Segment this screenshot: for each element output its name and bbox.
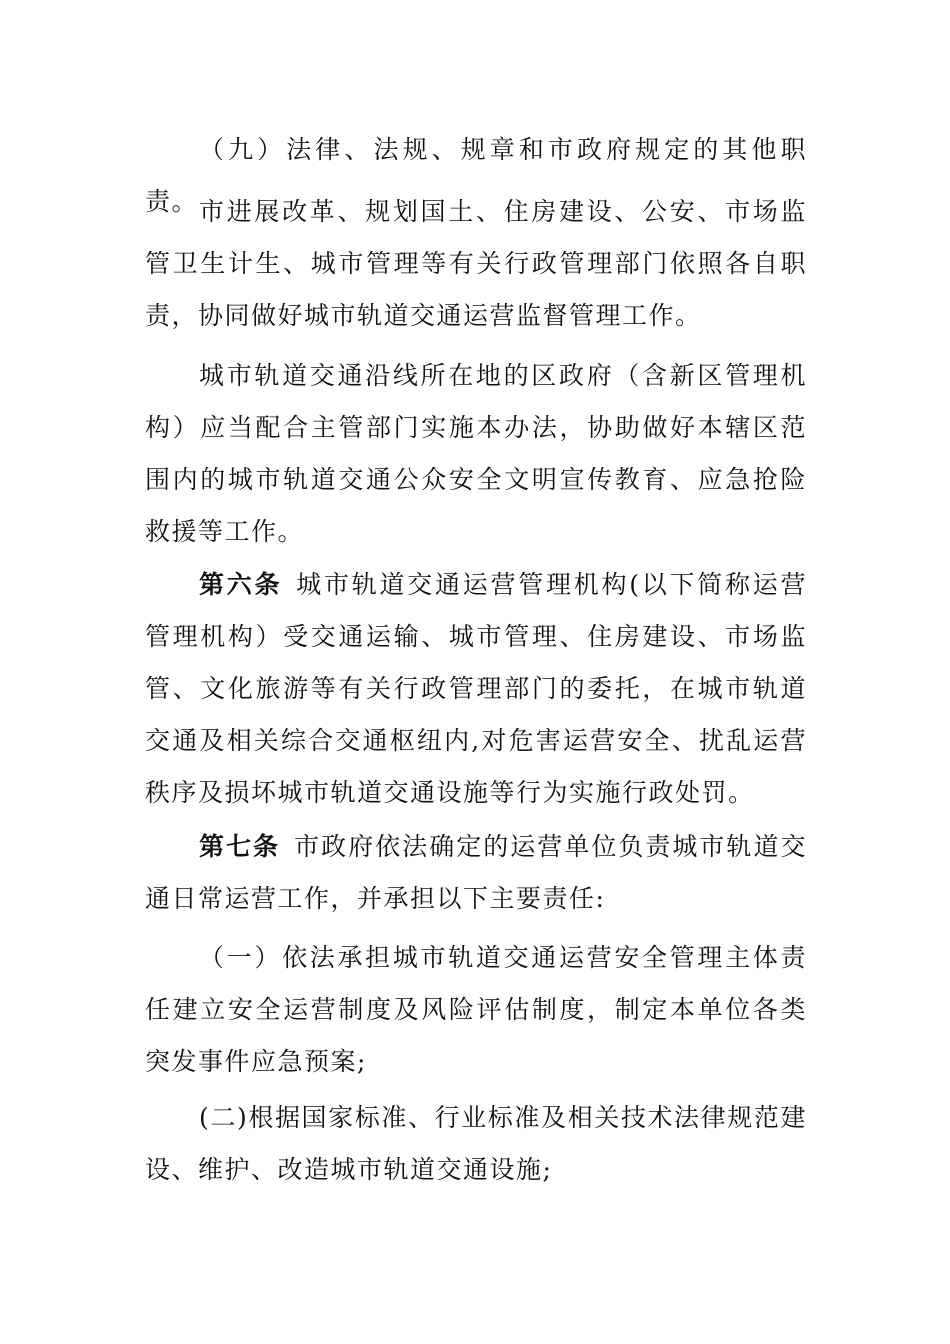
article-label: 第七条 [199,832,281,861]
paragraph-text: （九）法律、法规、规章和市政府规定的其他职责。 [145,135,807,216]
paragraph-text: 城市轨道交通运营管理机构(以下简称运营管理机构）受交通运输、城市管理、住房建设、市场监管、文化旅游等有关行政管理部门的委托，在城市轨道交通及相关综合交通枢纽内,对危害运营安全、扰乱运营秩序及损坏城市轨道交通设施等行为实施行政处罚。 [145,570,807,807]
paragraph-text: （一）依法承担城市轨道交通运营安全管理主体责任建立安全运营制度及风险评估制度，制定本单位各类突发事件应急预案; [145,943,807,1076]
paragraph-departments [145,186,807,342]
paragraph-text: (二)根据国家标准、行业标准及相关技术法律规范建设、维护、改造城市轨道交通设施; [145,1103,807,1184]
paragraph-text: 市进展改革、规划国土、住房建设、公安、市场监管卫生计生、城市管理等有关行政管理部门依照各自职责，协同做好城市轨道交通运营监督管理工作。 [145,197,807,330]
paragraph-item-2 [145,1092,807,1196]
paragraph-text: 市政府依法确定的运营单位负责城市轨道交通日常运营工作，并承担以下主要责任: [145,832,807,913]
article-6 [145,559,807,819]
article-label: 第六条 [199,570,283,599]
article-7 [145,821,807,925]
paragraph-text: 城市轨道交通沿线所在地的区政府（含新区管理机构）应当配合主管部门实施本办法，协助做好本辖区范围内的城市轨道交通公众安全文明宣传教育、应急抢险救援等工作。 [145,361,807,546]
paragraph-district-government [145,350,807,558]
paragraph-item-1 [145,932,807,1088]
